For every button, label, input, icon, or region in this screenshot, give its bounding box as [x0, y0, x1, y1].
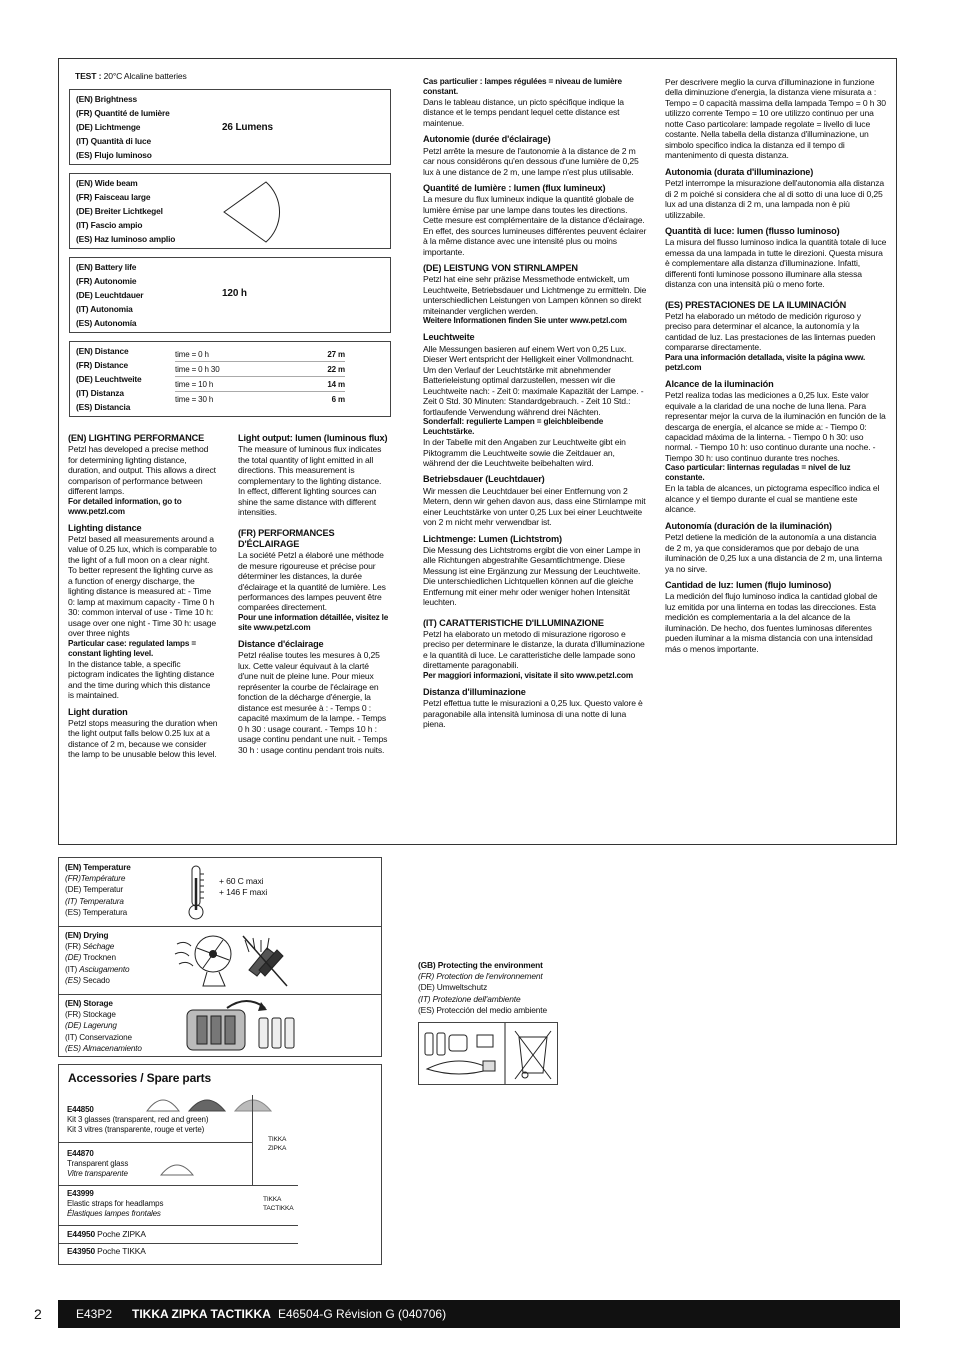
distance-table: (EN) Distance (FR) Distance (DE) Leuchtweite (IT) Distanza (ES) Distancia time = 0 h 27 m time = 0 h 30 22 m time = 10 h 14 m time = 30 h 6 m [69, 341, 391, 417]
de-heading: (DE) LEISTUNG VON STIRNLAMPEN [423, 263, 578, 274]
environment-labels: (GB) Protecting the environment (FR) Protection de l'environnement (DE) Umweltschutz (IT) Protezione dell'ambiente (ES) Protección del medio ambiente [418, 960, 547, 1015]
accessory-item: E44870 Transparent glass Vitre transparente [67, 1149, 129, 1178]
distance-row: time = 0 h 30 22 m [175, 364, 345, 377]
distance-row: time = 0 h 27 m [175, 349, 345, 362]
beam-table: (EN) Wide beam (FR) Faisceau large (DE) Breiter Lichtkegel (IT) Fascio ampio (ES) Haz luminoso amplio [69, 173, 391, 249]
drying-labels: (EN) Drying (FR) Séchage (DE) Trocknen (IT) Asciugamento (ES) Secado [65, 931, 130, 985]
en-heading: (EN) LIGHTING PERFORMANCE [68, 433, 205, 443]
recycling-box [418, 1022, 558, 1085]
compat-label: TIKKA TACTIKKA [263, 1196, 294, 1212]
accessory-item: E44950 Poche ZIPKA [67, 1229, 146, 1239]
en-fr-column: Light output: lumen (luminous flux) The measure of luminous flux indicates the total quantity of light emitted in all directions. This measurement is complementary to the lighting distance. In effect, different lighting sources can shine the same distance with different intensities. (FR) PERFORMANCES D'ÉCLAIRAGE La société Petzl a élaboré une méthode de mesure rigoureuse et précise pour déterminer les distances, la durée d'éclairage et la quantité de lumière. Les performances des lampes peuvent être comparées directement. Pour une information détaillée, visitez le site www.petzl.com Distance d'éclairage Petzl réalise toutes les mesures à 0,25 lux. Cette valeur équivaut à la clarté d'une nuit de pleine lune. Pour mieux représenter la courbe de l'éclairage en fonction de la décharge d'énergie, la distance est mesurée à : - Temps 0 : capacité maximum de la lampe. - Temps 0 h 30 : usage courant. - Temps 10 h : usage continu pendant une nuit. - Temps 30 h : usage continu pendant trois nuits. [238, 433, 389, 755]
accessories-box [58, 1064, 382, 1265]
footer-models: TIKKA ZIPKA TACTIKKA [132, 1307, 271, 1321]
distance-row: time = 30 h 6 m [175, 395, 345, 404]
distance-row: time = 10 h 14 m [175, 379, 345, 392]
storage-labels: (EN) Storage (FR) Stockage (DE) Lagerung (IT) Conservazione (ES) Almacenamiento [65, 999, 142, 1053]
es-heading: (ES) PRESTACIONES DE LA ILUMINACIÓN [665, 299, 847, 310]
compat-label: TIKKA ZIPKA [268, 1136, 287, 1152]
transparent-glass-icon [159, 1155, 195, 1179]
temperature-max: + 60 C maxi + 146 F maxi [219, 876, 268, 897]
temperature-labels: (EN) Temperature (FR)Température (DE) Temperatur (IT) Temperatura (ES) Temperatura [65, 863, 131, 917]
test-line: TEST : 20°C Alcaline batteries [75, 71, 187, 81]
no-dryer-heat-icon [173, 930, 293, 990]
fr-de-it-column: Cas particulier : lampes régulées = niveau de lumière constant. Dans le tableau distance, un picto spécifique indique la distance et le temps pendant lequel cette distance est maintenue. Autonomie (durée d'éclairage) Petzl arrête la mesure de l'autonomie à la distance de 2 m car nous considérons qu'en dessous d'une lumière de 0,25 lux à une distance de 2 m, une lampe n'est plus utilisable. Quantité de lumière : lumen (flux lumineux) La mesure du flux lumineux indique la quantité globale de lumière émise par une lampe dans toutes les directions. Cette mesure est complémentaire de la distance d'éclairage. En effet, des sources lumineuses différentes peuvent éclairer à la même distance avec une intensité plus ou moins importante. (DE) LEISTUNG VON STIRNLAMPEN Petzl hat eine sehr präzise Messmethode entwickelt, um Leuchtweite, Betriebsdauer und Lichtmenge zu ermitteln. Die unterschiedlichen Leistungen von Lampen können so direkt miteinander verglichen werden. Weitere Informationen finden Sie unter www.petzl.com Leuchtweite Alle Messungen basieren auf einem Wert von 0,25 Lux. Dieser Wert entspricht der Helligkeit einer Vollmondnacht. Um den Verlauf der Leuchtstärke mit abnehmender Batterieleistung optimal darzustellen, messen wir die Leuchtweite nach: - Zeit 0: maximale Kapazität der Lampe. - Zeit 0 Std. 30 Minuten: Standardgebrauch. - Zeit 10 Std.: fortlaufende Verwendung während drei Nächten. Sonderfall: regulierte Lampen = gleichbleibende Leuchtstärke. In der Tabelle mit den Angaben zur Leuchtweite gibt ein Piktogramm die Leuchtweite sowie die Zeitdauer an, während der die Leuchtweite beibehalten wird. Betriebsdauer (Leuchtdauer) Wir messen die Leuchtdauer bei einer Entfernung von 2 Metern, denn wir gehen davon aus, dass eine Stirnlampe mit einer Leuchtstärke von unter 0,25 Lux bei einer Leuchtweite von 2 m nicht mehr verwendbar ist. Lichtmenge: Lumen (Lichtstrom) Die Messung des Lichtstroms ergibt die von einer Lampe in alle Richtungen abgestrahlte Gesamtlichtmenge. Diese Messung ist eine Ergänzung zur Messung der Leuchtweite. Die unterschiedlichen Lichtquellen können auf die gleiche Entfernung mit einer mehr oder weniger hohen Intensität leuchten. (IT) CARATTERISTICHE D'ILLUMINAZIONE Petzl ha elaborato un metodo di misurazione rigoroso e preciso per determinare le distanze, la durata d'illuminazione e la quantità di luce. Le caratteristiche delle lampade sono direttamente paragonabili. Per maggiori informazioni, visitate il sito www.petzl.com Distanza d'illuminazione Petzl effettua tutte le misurazioni a 0,25 lux. Questo valore è paragonabile alla intensità luminosa di una notte di luna piena. [423, 77, 647, 730]
footer-revision: E46504-G Révision G (040706) [278, 1307, 447, 1321]
accessories-title: Accessories / Spare parts [68, 1071, 211, 1085]
wide-beam-icon [216, 176, 288, 248]
headlamp-recycle-icon [419, 1023, 557, 1084]
it-es-column: Per descrivere meglio la curva d'illuminazione in funzione della diminuzione d'energia, la distanza viene misurata a : Tempo = 0 capacità massima della lampada Tempo = 0 h 30 utilizzo corrente Tempo = 10 ore utilizzo continuo per una notte Caso particolare: lampade regolate = livello di luce costante. Nella tabella della distanza d'illuminazione, un simbolo specifico indica la distanza ed il tempo di mantenimento di questa distanza. Autonomia (durata d'illuminazione) Petzl interrompe la misurazione dell'autonomia alla distanza di 2 m poiché si considera che al di sotto di una luce di 0,25 lux ad una distanza di 2 m, una lampada non è più utilizzabile. Quantità di luce: lumen (flusso luminoso) La misura del flusso luminoso indica la quantità totale di luce emessa da una lampada in tutte le direzioni. Questa misura è complementare alla distanza d'illuminazione. Infatti, differenti fonti luminose possono illuminare alla stessa distanza con una intensità più o meno forte. (ES) PRESTACIONES DE LA ILUMINACIÓN Petzl ha elaborado un método de medición riguroso y preciso para determinar el alcance, la autonomía y la cantidad de luz. Las prestaciones de las linternas pueden compararse directamente. Para una información detallada, visite la página www. petzl.com Alcance de la iluminación Petzl realiza todas las mediciones a 0,25 lux. Este valor equivale a la claridad de una noche de luna llena. Para representar mejor la curva de la iluminación en función de la descarga de energía, el alcance se mide a: - Tiempo 0: capacidad máxima de la linterna. - Tiempo 0 h 30: uso normal. - Tiempo 10 h: uso continuo durante una noche. - Tiempo 30 h: uso continuo durante tres noches. Caso particular: linternas reguladas = nivel de luz constante. En la tabla de alcances, un pictograma específico indica el alcance y el tiempo durante el cual se mantiene este alcance. Autonomía (duración de la iluminación) Petzl detiene la medición de la autonomía a una distancia de 2 m, ya que consideramos que por debajo de una iluminación de 0,25 lux a una distancia de 2 m, una linterna ya no sirve. Cantidad de luz: lumen (flujo luminoso) La medición del flujo luminoso indica la cantidad global de luz emitida por una linterna en todas las direcciones. Esta medición es complementaria a la del alcance de la iluminación. De hecho, dos fuentes luminosas diferentes pueden iluminar a la misma distancia con una intensidad más o menos importante. [665, 77, 887, 654]
performance-panel [58, 58, 897, 845]
footer-bar [58, 1300, 900, 1328]
fr-heading: (FR) PERFORMANCES D'ÉCLAIRAGE [238, 527, 335, 549]
accessory-item: E43999 Elastic straps for headlamps Élastiques lampes frontales [67, 1189, 164, 1218]
battery-table: (EN) Battery life (FR) Autonomie (DE) Leuchtdauer (IT) Autonomia (ES) Autonomía 120 h [69, 257, 391, 333]
battery-value: 120 h [222, 288, 247, 299]
accessory-item: E43950 Poche TIKKA [67, 1246, 146, 1256]
care-box [58, 857, 382, 1057]
footer-code: E43P2 [76, 1307, 113, 1321]
brightness-table: (EN) Brightness (FR) Quantité de lumière (DE) Lichtmenge (IT) Quantità di luce (ES) Flujo luminoso 26 Lumens [69, 89, 391, 165]
it-heading: (IT) CARATTERISTICHE D'ILLUMINAZIONE [423, 617, 604, 628]
page-number: 2 [34, 1306, 42, 1322]
remove-batteries-icon [183, 996, 303, 1056]
brightness-value: 26 Lumens [222, 122, 273, 133]
thermometer-icon [185, 864, 207, 922]
en-column: (EN) LIGHTING PERFORMANCE Petzl has developed a precise method for determining lighting distance, duration, and output. This allows a direct comparison of performance between different lamps. For detailed information, go to www.petzl.com Lighting distance Petzl based all measurements around a value of 0.25 lux, which is comparable to the light of a full moon on a clear night. To better represent the lighting curve as a function of energy discharge, the lighting distance is measured at: - Time 0: lamp at maximum capacity - Time 0 h 30: common interval of use - Time 10 h: usage over one night - Time 30 h: usage over three nights Particular case: regulated lamps = constant lighting level. In the distance table, a specific pictogram indicates the lighting distance and the time during which this distance is maintained. Light duration Petzl stops measuring the duration when the light output falls below 0.25 lux at a distance of 2 m, because we consider the lamp to be unusable below this level. [68, 433, 218, 760]
accessory-item: E44850 Kit 3 glasses (transparent, red and green) Kit 3 vitres (transparente, rouge et verte) [67, 1105, 209, 1134]
